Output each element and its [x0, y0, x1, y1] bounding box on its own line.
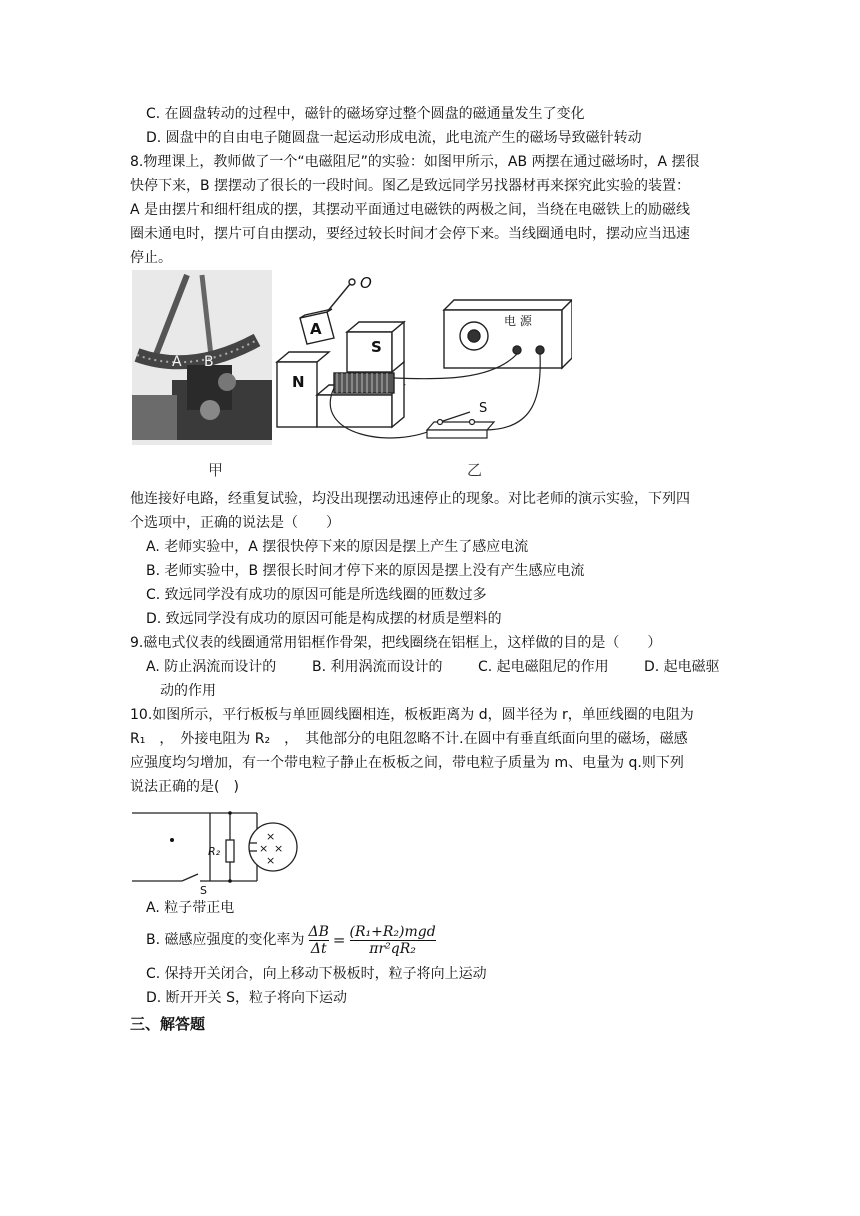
- q9-stem: 9.磁电式仪表的线圈通常用铝框作骨架，把线圈绕在铝框上，这样做的目的是（ ）: [130, 635, 662, 651]
- cross-4: ×: [266, 854, 276, 867]
- q10-formula-lhs-num: ΔB: [308, 923, 329, 940]
- q10-stem-line1: 10.如图所示，平行板板与单匝圆线圈相连，板板距离为 d，圆半径为 r，单匝线圈的电阻为: [130, 707, 694, 723]
- q10-formula-lhs-den: Δt: [310, 940, 327, 957]
- q7-option-c: C. 在圆盘转动的过程中，磁针的磁场穿过整个圆盘的磁通量发生了变化: [146, 106, 585, 122]
- q9-option-d-part2: 动的作用: [160, 683, 216, 699]
- q9-options-row: [146, 657, 720, 677]
- label-s-switch: S: [479, 401, 488, 416]
- q10-option-a: A. 粒子带正电: [146, 900, 235, 916]
- q9-option-b: B. 利用涡流而设计的: [312, 659, 443, 675]
- q10-option-b: [146, 918, 440, 962]
- q10-option-c: C. 保持开关闭合，向上移动下极板时，粒子将向上运动: [146, 966, 487, 982]
- label-jia: 甲: [208, 461, 224, 479]
- q10-formula-rhs: [350, 924, 436, 957]
- label-o: O: [360, 274, 372, 292]
- q8-stem-line7: 个选项中，正确的说法是（ ）: [130, 515, 340, 531]
- q8-option-a: A. 老师实验中，A 摆很快停下来的原因是摆上产生了感应电流: [146, 539, 529, 555]
- q8-option-d: D. 致远同学没有成功的原因可能是构成摆的材质是塑料的: [146, 611, 502, 627]
- q10-option-b-text: B. 磁感应强度的变化率为: [146, 932, 305, 948]
- q9-option-c: C. 起电磁阻尼的作用: [478, 659, 609, 675]
- q10-option-d: D. 断开开关 S，粒子将向下运动: [146, 990, 348, 1006]
- figure-yi-diagram: [272, 270, 572, 485]
- section-heading-3: 三、解答题: [130, 1015, 206, 1033]
- label-a-plate: A: [310, 320, 322, 338]
- q8-option-c: C. 致远同学没有成功的原因可能是所选线圈的匝数过多: [146, 587, 487, 603]
- q8-stem-line3: A 是由摆片和细杆组成的摆，其摆动平面通过电磁铁的两极之间，当绕在电磁铁上的励磁线: [130, 202, 691, 218]
- q8-stem-line6: 他连接好电路，经重复试验，均没出现摆动迅速停止的现象。对比老师的演示实验，下列四: [130, 491, 690, 507]
- figure-jia: [132, 270, 272, 485]
- figure-yi: [272, 270, 572, 485]
- cross-1: ×: [266, 830, 276, 843]
- label-a-jia: A: [172, 354, 182, 370]
- q10-formula-rhs-den: πr²qR₂: [369, 940, 416, 957]
- q8-stem-line4: 圈未通电时，摆片可自由摆动，要经过较长时间才会停下来。当线圈通电时，摆动应当迅速: [130, 226, 690, 242]
- label-yi: 乙: [467, 461, 483, 479]
- q8-option-b: B. 老师实验中，B 摆很长时间才停下来的原因是摆上没有产生感应电流: [146, 563, 585, 579]
- q9-option-a: A. 防止涡流而设计的: [146, 659, 277, 675]
- q7-option-d: D. 圆盘中的自由电子随圆盘一起运动形成电流，此电流产生的磁场导致磁针转动: [146, 130, 642, 146]
- q8-stem-line1: 8.物理课上，教师做了一个“电磁阻尼”的实验：如图甲所示，AB 两摆在通过磁场时，A 摆很: [130, 154, 700, 170]
- label-b-jia: B: [204, 354, 214, 370]
- q10-circuit-diagram: [132, 798, 302, 896]
- q10-stem-line3: 应强度均匀增加，有一个带电粒子静止在板板之间，带电粒子质量为 m、电量为 q.则下列: [130, 755, 684, 771]
- q10-stem-line2: R₁ ， 外接电阻为 R₂ ， 其他部分的电阻忽略不计.在圆中有垂直纸面向里的磁场，磁感: [130, 731, 688, 747]
- q8-stem-line5: 停止。: [130, 250, 172, 266]
- q10-stem-line4: 说法正确的是( ): [130, 779, 239, 795]
- q10-figure: [132, 798, 302, 896]
- cross-2: ×: [259, 842, 269, 855]
- q9-option-d-part1: D. 起电磁驱: [644, 659, 720, 675]
- q10-formula-lhs: [309, 924, 329, 957]
- q8-stem-line2: 快停下来，B 摆摆动了很长的一段时间。图乙是致远同学另找器材再来探究此实验的装置：: [130, 178, 691, 194]
- figure-jia-photo: [132, 270, 272, 485]
- label-power-supply: 电 源: [504, 314, 532, 328]
- q10-formula-rhs-num: (R₁+R₂)mgd: [349, 923, 436, 940]
- label-s-magnet: S: [371, 338, 382, 356]
- label-switch-s: S: [200, 884, 207, 896]
- q10-formula-equals: =: [332, 931, 346, 949]
- label-r2: R₂: [208, 845, 221, 858]
- label-n-magnet: N: [292, 373, 305, 391]
- cross-3: ×: [274, 842, 284, 855]
